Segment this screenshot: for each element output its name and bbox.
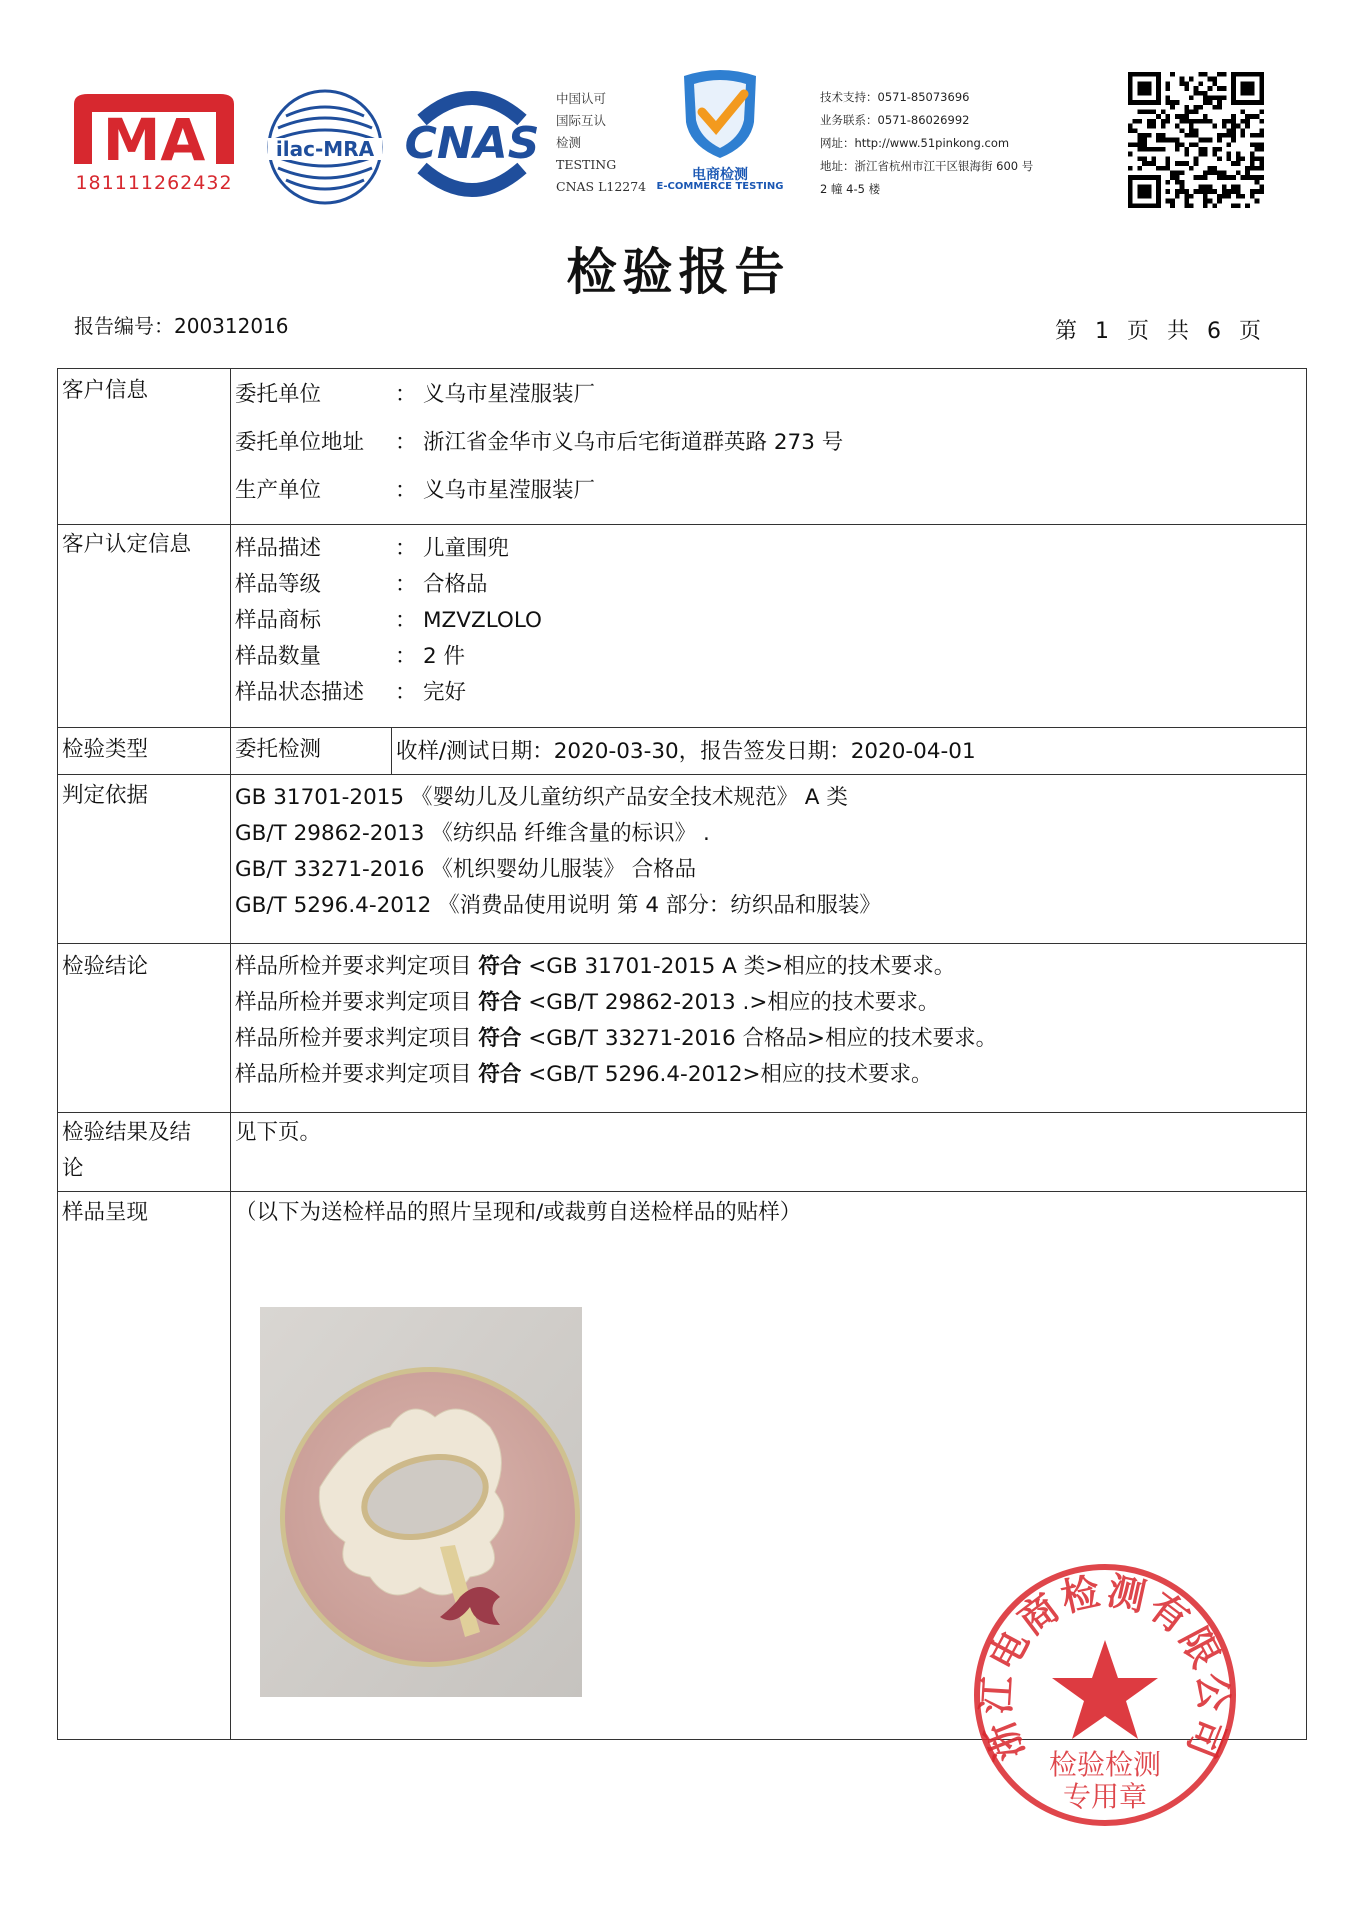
conclusion-text: 相应的技术要求。 [760,1062,933,1087]
contact-address: 地址：浙江省杭州市江干区银海街 600 号 [820,159,1034,173]
contact-website: 网址：http://www.51pinkong.com [820,136,1010,150]
ecommerce-logo-en: E-COMMERCE TESTING [656,181,784,192]
contact-business: 业务联系：0571-86026992 [820,113,970,127]
sample-row: 样品数量 ： 2 件 [235,639,465,670]
cma-logo-text: MA [102,106,206,172]
ecommerce-testing-logo [654,66,786,196]
client-row: 委托单位地址 ： 浙江省金华市义乌市后宅街道群英路 273 号 [235,425,843,456]
sample-row: 样品状态描述 ： 完好 [235,675,466,706]
client-value: 义乌市星滢服装厂 [423,382,596,407]
ilac-text: ilac-MRA [275,137,375,161]
test-type-label: 检验类型 [62,737,149,762]
conclusion-text: 样品所检并要求判定项目 [235,954,479,979]
cnas-caption-line: CNAS L12274 [556,179,647,194]
basis-line: GB 31701-2015 《婴幼儿及儿童纺织产品安全技术规范》 A 类 [235,785,848,810]
sample-value: 合格品 [423,572,488,597]
report-table [57,368,1307,1740]
conclusion-text: 样品所检并要求判定项目 [235,1026,479,1051]
cnas-caption-line: 中国认可 [556,91,607,106]
cma-logo [66,86,242,194]
stamp-line1: 检验检测 [1048,1748,1162,1781]
stamp-ring-text: 浙江电商检测有限公司 [973,1567,1237,1767]
cnas-text: CNAS [404,118,540,169]
client-key: 生产单位 [235,478,322,503]
conclusion-verdict: 符合 [478,1062,522,1087]
sample-value: 儿童围兜 [423,536,510,561]
conclusion-text: 样品所检并要求判定项目 [235,990,479,1015]
sample-value: 完好 [423,680,467,705]
client-row: 生产单位 ： 义乌市星滢服装厂 [235,473,595,504]
results-label-line2: 论 [62,1156,84,1181]
results-label-line1: 检验结果及结 [62,1120,192,1145]
cnas-caption-line: TESTING [556,157,617,172]
conclusion-standard: <GB/T 33271-2016 合格品> [521,1026,826,1051]
report-title: 检验报告 [566,242,791,301]
contact-info [820,86,1110,201]
sample-value: 2 件 [423,644,466,669]
sample-info-label: 客户认定信息 [62,532,192,557]
sample-key: 样品数量 [235,644,322,669]
basis-line: GB/T 29862-2013 《纺织品 纤维含量的标识》 . [235,821,710,846]
test-dates: 收样/测试日期：2020-03-30，报告签发日期：2020-04-01 [396,739,976,764]
conclusion-standard: <GB/T 29862-2013 .> [521,990,768,1015]
test-type-value: 委托检测 [235,737,322,762]
conclusion-line [235,1021,997,1057]
cnas-caption [556,88,656,198]
conclusion-text: 相应的技术要求。 [825,1026,998,1051]
conclusion-line [235,1057,933,1093]
report-number: 报告编号：200312016 [74,314,289,338]
stamp-line2: 专用章 [1062,1780,1148,1813]
ilac-mra-logo [266,88,384,206]
sample-key: 样品描述 [235,536,322,561]
sample-photo [260,1307,582,1697]
sample-key: 样品状态描述 [235,680,365,705]
presentation-label: 样品呈现 [62,1200,149,1225]
sample-key: 样品等级 [235,572,322,597]
results-value: 见下页。 [235,1120,322,1145]
cnas-logo [402,86,542,202]
client-value: 浙江省金华市义乌市后宅街道群英路 273 号 [423,430,844,455]
basis-line: GB/T 5296.4-2012 《消费品使用说明 第 4 部分：纺织品和服装》 [235,893,881,918]
sample-row: 样品描述 ： 儿童围兜 [235,531,509,562]
page-total: 6 [1206,319,1223,344]
conclusion-line [235,985,939,1021]
client-key: 委托单位地址 [235,430,365,455]
page-suffix: 页 [1238,319,1263,344]
conclusion-verdict: 符合 [478,1026,522,1051]
contact-tech-support: 技术支持：0571-85073696 [820,90,970,104]
basis-label: 判定依据 [62,783,149,808]
company-seal-stamp [970,1560,1240,1830]
conclusion-text: 样品所检并要求判定项目 [235,1062,479,1087]
qr-code [1128,72,1264,208]
basis-line: GB/T 33271-2016 《机织婴幼儿服装》 合格品 [235,857,697,882]
page-current: 1 [1094,319,1111,344]
ecommerce-logo-cn: 电商检测 [692,167,748,183]
cnas-caption-line: 检测 [556,135,582,150]
conclusion-verdict: 符合 [478,990,522,1015]
client-row: 委托单位 ： 义乌市星滢服装厂 [235,377,595,408]
sample-row: 样品等级 ： 合格品 [235,567,488,598]
conclusion-line [235,949,955,985]
page-prefix: 第 [1054,319,1079,344]
conclusion-standard: <GB 31701-2015 A 类> [521,954,784,979]
client-key: 委托单位 [235,382,322,407]
conclusion-text: 相应的技术要求。 [767,990,940,1015]
sample-key: 样品商标 [235,608,322,633]
conclusion-label: 检验结论 [62,954,149,979]
sample-row: 样品商标 ： MZVZLOLO [235,603,542,634]
client-value: 义乌市星滢服装厂 [423,478,596,503]
page-indicator [1047,314,1271,345]
cma-number: 181111262432 [75,172,233,194]
client-info-label: 客户信息 [62,378,149,403]
conclusion-text: 相应的技术要求。 [783,954,956,979]
conclusion-standard: <GB/T 5296.4-2012> [521,1062,761,1087]
page-mid2: 共 [1166,319,1191,344]
page-mid1: 页 [1126,319,1151,344]
sample-value: MZVZLOLO [423,608,542,633]
conclusion-verdict: 符合 [478,954,522,979]
contact-address-2: 2 幢 4-5 楼 [820,182,881,196]
cnas-caption-line: 国际互认 [556,113,607,128]
presentation-note: （以下为送检样品的照片呈现和/或裁剪自送检样品的贴样） [235,1200,802,1225]
